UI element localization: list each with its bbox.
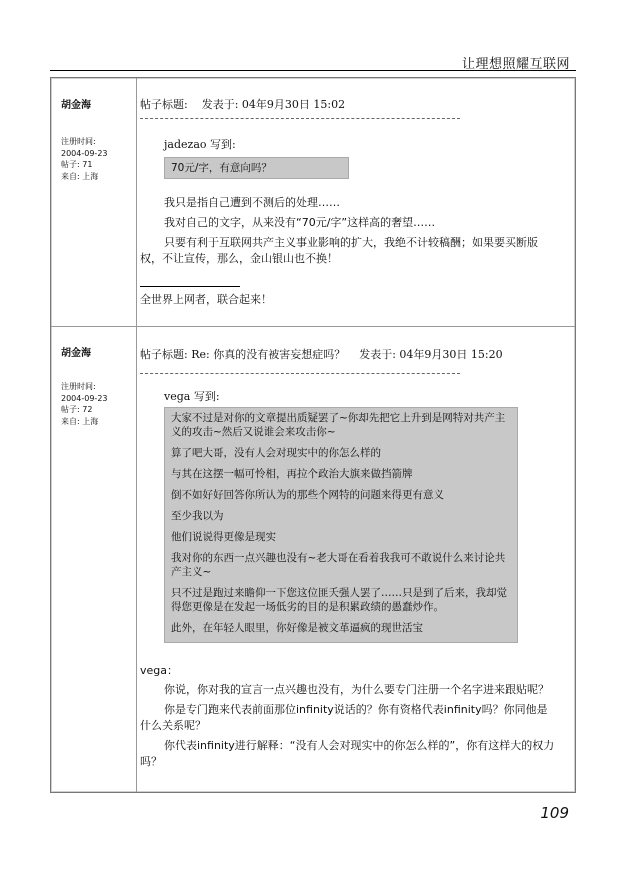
post-content: [137, 78, 575, 326]
quote-line: 我对你的东西一点兴趣也没有~老大哥在看着我我可不敢说什么来讨论共产主义~: [171, 552, 506, 578]
registered-label: 注册时间:: [61, 382, 96, 391]
author-name[interactable]: 胡金海: [61, 348, 91, 359]
page-number: 109: [540, 804, 569, 822]
post-count: 帖子: 71: [61, 160, 93, 169]
signature: 全世界上网者，联合起来！: [140, 293, 272, 306]
registered-date: 2004-09-23: [61, 393, 108, 403]
post-content: [137, 326, 575, 792]
quote-line: 与其在这摆一幅可怜相，再拉个政治大旗来做挡箭牌: [171, 468, 413, 480]
quote-author: vega 写到:: [164, 390, 220, 403]
post-subject: 帖子标题:: [140, 98, 188, 111]
body-paragraph: 你代表infinity进行解释：“没有人会对现实中的你怎么样的”，你有这样大的权力吗？: [140, 739, 555, 768]
post-header: [140, 96, 345, 112]
quote-line: 70元/字，有意向吗？: [171, 162, 272, 174]
post-timestamp: 发表于: 04年9月30日 15:02: [201, 98, 346, 111]
author-meta: [61, 136, 108, 182]
quote-author: jadezao 写到:: [164, 138, 236, 151]
quote-block: [164, 157, 349, 179]
signature-divider: [140, 286, 240, 287]
body-paragraph: 只要有利于互联网共产主义事业影响的扩大，我绝不计较稿酬；如果要买断版权，不让宣传，那么，金山银山也不换！: [140, 236, 538, 265]
quote-block: [164, 407, 518, 643]
header-divider: [140, 118, 460, 119]
post-timestamp: 发表于: 04年9月30日 15:20: [359, 348, 503, 361]
author-location: 来自: 上海: [61, 416, 99, 426]
reply-addressee: vega：: [140, 664, 179, 677]
header-divider: [140, 373, 460, 374]
registered-label: 注册时间:: [61, 137, 96, 146]
quote-line: 只不过是跑过来瞻仰一下您这位匪夭强人罢了……只是到了后来，我却觉得您更像是在发起一场低劣的目的是积累政绩的愚蠢炒作。: [171, 587, 507, 613]
post-body: [140, 682, 557, 774]
author-meta: [61, 381, 108, 427]
body-paragraph: 我对自己的文字，从来没有“70元/字”这样高的奢望……: [164, 216, 436, 229]
post-count: 帖子: 72: [61, 405, 93, 414]
quote-line: 此外，在年轻人眼里，你好像是被文革逼疯的现世活宝: [171, 622, 423, 634]
quote-line: 倒不如好好回答你所认为的那些个网特的问题来得更有意义: [171, 489, 444, 501]
quote-line: 至少我以为: [171, 510, 224, 522]
author-panel: [51, 78, 137, 326]
post-subject: 帖子标题: Re: 你真的没有被害妄想症吗？: [140, 348, 346, 361]
post-body: [140, 195, 557, 271]
quote-line: 大家不过是对你的文章提出质疑罢了~你却先把它上升到是网特对共产主义的攻击~然后又说谁会来攻击你~: [171, 412, 506, 438]
forum-post: [51, 78, 575, 327]
header-rule: [50, 70, 576, 71]
forum-post: [51, 326, 575, 792]
body-paragraph: 你是专门跑来代表前面那位infinity说话的？你有资格代表infinity吗？你同他是什么关系呢？: [140, 703, 548, 732]
quote-line: 算了吧大哥，没有人会对现实中的你怎么样的: [171, 447, 381, 459]
author-panel: [51, 326, 137, 792]
forum-thread-table: [50, 77, 576, 793]
author-location: 来自: 上海: [61, 171, 99, 181]
body-paragraph: 你说，你对我的宣言一点兴趣也没有，为什么要专门注册一个名字进来跟贴呢？: [164, 683, 549, 696]
post-header: [140, 346, 503, 362]
registered-date: 2004-09-23: [61, 148, 108, 158]
page-header-title: 让理想照耀互联网: [461, 57, 570, 72]
author-name[interactable]: 胡金海: [61, 100, 91, 111]
body-paragraph: 我只是指自己遭到不测后的处理……: [164, 196, 340, 209]
quote-line: 他们说说得更像是现实: [171, 531, 276, 543]
